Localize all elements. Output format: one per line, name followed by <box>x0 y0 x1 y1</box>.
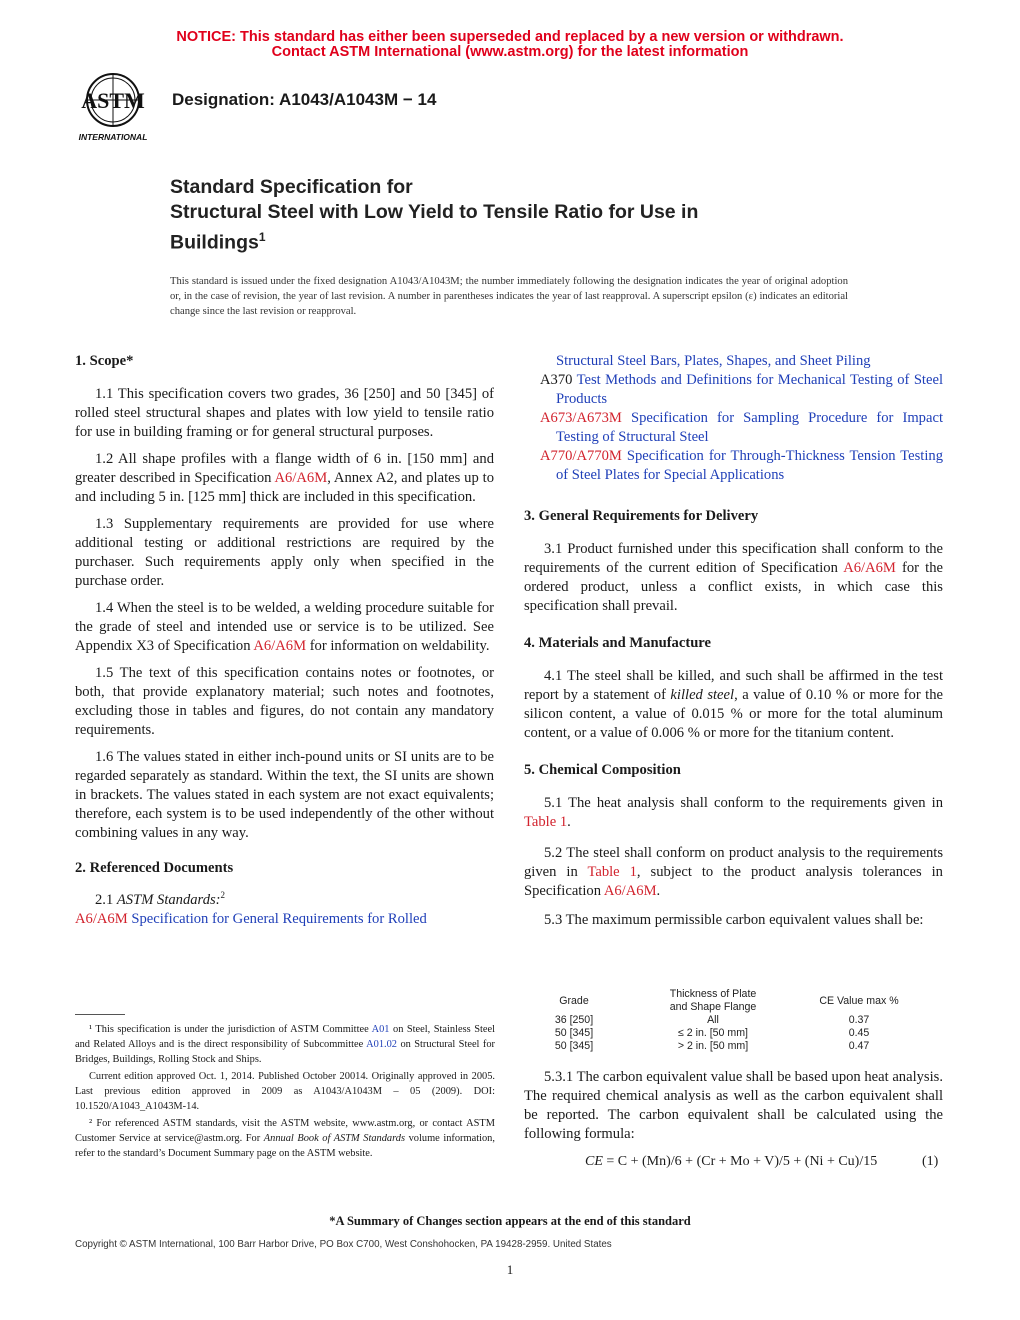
right-column-lower <box>524 1068 943 1152</box>
paragraph-5-2: 5.2 The steel shall conform on product analysis to the requirements given in Table 1, subject to the product analysis tolerances in Specification A6/A6M. <box>524 845 943 899</box>
paragraph-1-1: 1.1 This specification covers two grades, 36 [250] and 50 [345] of rolled steel structural shapes and plates with low yield to tensile ratio for use in building framing or for general structural purposes. <box>75 386 494 440</box>
paragraph-1-4: 1.4 When the steel is to be welded, a welding procedure suitable for the grade of steel and intended use or service is to be utilized. See Appendix X3 of Specification A6/A6M for information on weldability. <box>75 600 494 654</box>
section-1-heading: 1. Scope* <box>75 353 134 369</box>
header-grade: Grade <box>559 994 589 1007</box>
title-line-3: Buildings <box>170 231 259 254</box>
logo-caption: INTERNATIONAL <box>78 132 148 142</box>
ref-title-a6[interactable]: Specification for General Requirements for Rolled <box>127 910 427 927</box>
ref-title-a673[interactable]: Specification for Sampling Procedure for Impact Testing of Structural Steel <box>556 410 943 445</box>
footnote-1: ¹ This specification is under the jurisdiction of ASTM Committee A01 on Steel, Stainless Steel and Related Alloys and is the direct responsibility of Subcommittee A01.02 on Structural Steel for Bridges, Buildings, Rolling Stock and Ships. <box>75 1024 495 1065</box>
link-table-1[interactable]: Table 1 <box>524 814 568 830</box>
preamble: This standard is issued under the fixed designation A1043/A1043M; the number immediately following the designation indicates the year of original adoption or, in the case of revision, the year of last revision. A number in parentheses indicates the year of last reapproval. A superscript epsilon (ε) indicates an editorial change since the last revision or reapproval. <box>170 276 848 317</box>
title-footnote-mark: 1 <box>258 230 266 244</box>
paragraph-2-1: 2.1 ASTM Standards:$^2$ <box>95 890 226 908</box>
ref-code-a370: A370 <box>540 372 573 388</box>
reference-a6 <box>75 910 494 929</box>
formula-number: (1) <box>922 1154 939 1169</box>
table-row: 50 [345] > 2 in. [50 mm] 0.47 <box>554 1040 870 1052</box>
ref-title-a370[interactable]: Test Methods and Definitions for Mechanical Testing of Steel Products <box>556 372 943 407</box>
ce-formula: CE = C + (Mn)/6 + (Cr + Mo + V)/5 + (Ni + Cu)/15 <box>585 1154 878 1169</box>
copyright: Copyright © ASTM International, 100 Barr Harbor Drive, PO Box C700, West Conshohocken, PA 19428-2959. United States <box>75 1239 612 1250</box>
ce-table-header <box>540 988 900 1014</box>
header-thickness: Thickness of Plate and Shape Flange <box>669 988 757 1013</box>
right-column <box>524 352 943 938</box>
left-column <box>75 352 494 929</box>
table-row: 36 [250] All 0.37 <box>554 1014 870 1026</box>
section-5-heading: 5. Chemical Composition <box>524 762 681 778</box>
reference-a770 <box>524 447 943 485</box>
reference-a370 <box>524 371 943 409</box>
link-a6[interactable]: A6/A6M <box>253 638 307 654</box>
title-line-1: Standard Specification for <box>170 176 413 198</box>
paragraph-1-6: 1.6 The values stated in either inch-pound units or SI units are to be regarded separately as standard. Within the text, the SI units are shown in brackets. The values stated in each system are not exact equivalents; therefore, each system is to be used independently of the other without combining values in any way. <box>75 749 494 841</box>
footnote-2: ² For referenced ASTM standards, visit the ASTM website, www.astm.org, or contact ASTM Customer Service at service@astm.org. For Annual Book of ASTM Standards volume information, refer to the standard’s Document Summary page on the ASTM website. <box>75 1118 495 1159</box>
reference-a673 <box>524 409 943 447</box>
section-2-heading: 2. Referenced Documents <box>75 860 234 876</box>
summary-of-changes-note: *A Summary of Changes section appears at the end of this standard <box>329 1214 691 1228</box>
link-a01-02[interactable]: A01.02 <box>366 1039 398 1050</box>
link-table-1[interactable]: Table 1 <box>587 864 637 880</box>
ref-title-a770[interactable]: Specification for Through-Thickness Tension Testing of Steel Plates for Special Applications <box>556 448 943 483</box>
table-row: 50 [345] ≤ 2 in. [50 mm] 0.45 <box>554 1027 870 1039</box>
link-a01[interactable]: A01 <box>371 1024 390 1035</box>
reference-a6-continued: Structural Steel Bars, Plates, Shapes, and Sheet Piling <box>556 353 871 369</box>
ce-table <box>540 988 900 1053</box>
footnote-divider <box>75 1014 125 1015</box>
link-a6[interactable]: A6/A6M <box>603 883 657 899</box>
section-3-heading: 3. General Requirements for Delivery <box>524 508 759 524</box>
paragraph-5-1: 5.1 The heat analysis shall conform to the requirements given in Table 1. <box>524 795 943 830</box>
paragraph-1-2: 1.2 All shape profiles with a flange width of 6 in. [150 mm] and greater described in Specification A6/A6M, Annex A2, and plates up to and including 5 in. [125 mm] thick are included in this specification. <box>75 451 494 505</box>
notice-line-2: Contact ASTM International (www.astm.org) for the latest information <box>271 44 749 60</box>
notice-line-1: NOTICE: This standard has either been superseded and replaced by a new version or withdrawn. <box>176 29 844 45</box>
header-ce: CE Value max % <box>819 994 899 1007</box>
logo-text: ASTM <box>81 88 145 113</box>
title-line-2: Structural Steel with Low Yield to Tensile Ratio for Use in <box>170 201 699 223</box>
section-4-heading: 4. Materials and Manufacture <box>524 635 711 651</box>
astm-logo <box>70 70 160 146</box>
page-number: 1 <box>506 1262 514 1277</box>
link-a6[interactable]: A6/A6M <box>843 560 896 576</box>
link-a6[interactable]: A6/A6M <box>274 470 328 486</box>
paragraph-5-3: 5.3 The maximum permissible carbon equivalent values shall be: <box>544 912 924 928</box>
ref-code-a673[interactable]: A673/A673M <box>540 410 622 426</box>
paragraph-1-3: 1.3 Supplementary requirements are provided for use where additional testing or additional restrictions are required by the purchaser. Such requirements apply only when specified in the purchase order. <box>75 516 494 589</box>
paragraph-4-1: 4.1 The steel shall be killed, and such shall be affirmed in the test report by a statement of killed steel, a value of 0.10 % or more for the silicon content, a value of 0.015 % or more for the total aluminum content, or a value of 0.006 % or more for the titanium content. <box>524 668 944 741</box>
designation: Designation: A1043/A1043M − 14 <box>172 90 437 109</box>
paragraph-1-5: 1.5 The text of this specification contains notes or footnotes, or both, that provide explanatory material; such notes and footnotes, excluding those in tables and figures, do not contain any mandatory requirements. <box>75 665 494 738</box>
paragraph-3-1: 3.1 Product furnished under this specification shall conform to the requirements of the current edition of Specification A6/A6M for the ordered product, unless a conflict exists, in which case this specification shall prevail. <box>524 541 943 614</box>
ref-code-a6[interactable]: A6/A6M <box>75 910 128 927</box>
document-title <box>170 175 890 256</box>
footnote-1-edition: Current edition approved Oct. 1, 2014. Published October 20014. Originally approved in 2005. Last previous edition approved in 2009 as A1043/A1043M – 05 (2009). DOI: 10.1520/A1043_A1043M-14. <box>75 1071 495 1112</box>
footnotes <box>75 1022 495 1161</box>
ref-code-a770[interactable]: A770/A770M <box>540 448 622 464</box>
paragraph-5-3-1: 5.3.1 The carbon equivalent value shall be based upon heat analysis. The required chemical analysis as well as the carbon equivalent shall be reported. The carbon equivalent shall be calculated using the following formula: <box>524 1069 943 1142</box>
